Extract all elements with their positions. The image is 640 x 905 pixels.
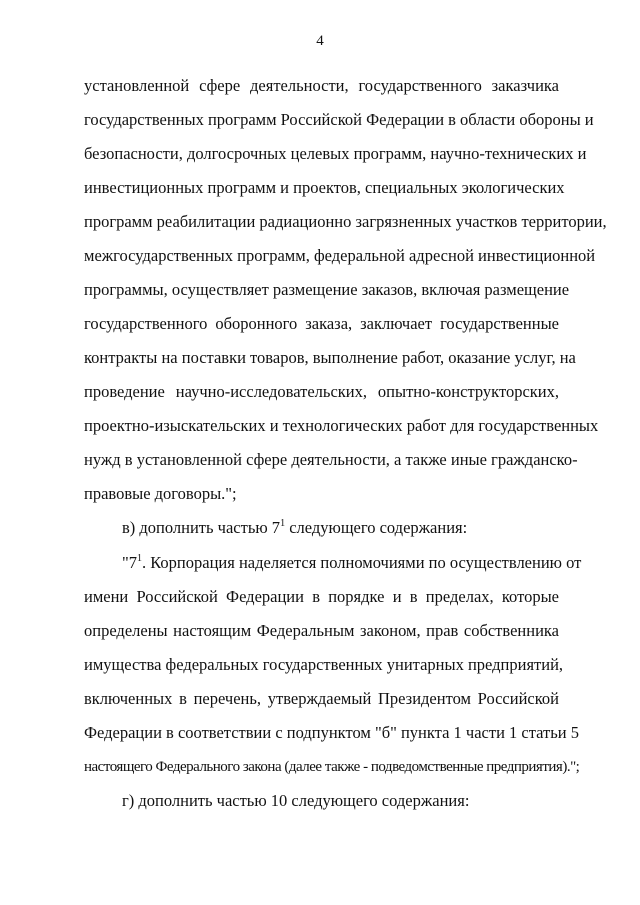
text-line: безопасности, долгосрочных целевых программ, научно-технических и [84,144,587,163]
quote-open: "7 [122,553,137,572]
text-line: включенных в перечень, утверждаемый Президентом Российской [84,689,559,708]
item-v-text: в) дополнить частью 7 [122,518,281,537]
text-line: правовые договоры."; [84,484,237,503]
item-v-text-rest: следующего содержания: [285,518,468,537]
text-line: имени Российской Федерации в порядке и в пределах, которые [84,587,559,606]
superscript: 1 [280,518,286,529]
item-v [122,518,559,538]
text-line: проектно-изыскательских и технологических работ для государственных [84,416,599,435]
text-line: контракты на поставки товаров, выполнение работ, оказание услуг, на [84,348,576,367]
text-line: нужд в установленной сфере деятельности, а также иные гражданско- [84,450,578,469]
page-number: 4 [316,33,324,49]
paragraph-2-first-line-rest: . Корпорация наделяется полномочиями по осуществлению от [142,553,582,572]
text-line: настоящего Федерального закона (далее также - подведомственные предприятия)."; [84,759,580,775]
paragraph-2-first-line [122,553,582,573]
text-line: установленной сфере деятельности, государственного заказчика [84,76,559,95]
text-line: межгосударственных программ, федеральной адресной инвестиционной [84,246,596,265]
item-g: г) дополнить частью 10 следующего содержания: [122,791,470,810]
text-line: инвестиционных программ и проектов, специальных экологических [84,178,565,197]
superscript: 1 [137,553,142,564]
text-line: государственных программ Российской Федерации в области обороны и [84,110,594,129]
text-line: имущества федеральных государственных унитарных предприятий, [84,655,564,674]
text-line: программы, осуществляет размещение заказов, включая размещение [84,280,570,299]
text-line: государственного оборонного заказа, заключает государственные [84,314,559,333]
text-line: проведение научно-исследовательских, опытно-конструкторских, [84,382,559,401]
text-line: Федерации в соответствии с подпунктом "б" пункта 1 части 1 статьи 5 [84,723,579,742]
text-line: определены настоящим Федеральным законом, прав собственника [84,621,559,640]
text-line: программ реабилитации радиационно загрязненных участков территории, [84,212,607,231]
